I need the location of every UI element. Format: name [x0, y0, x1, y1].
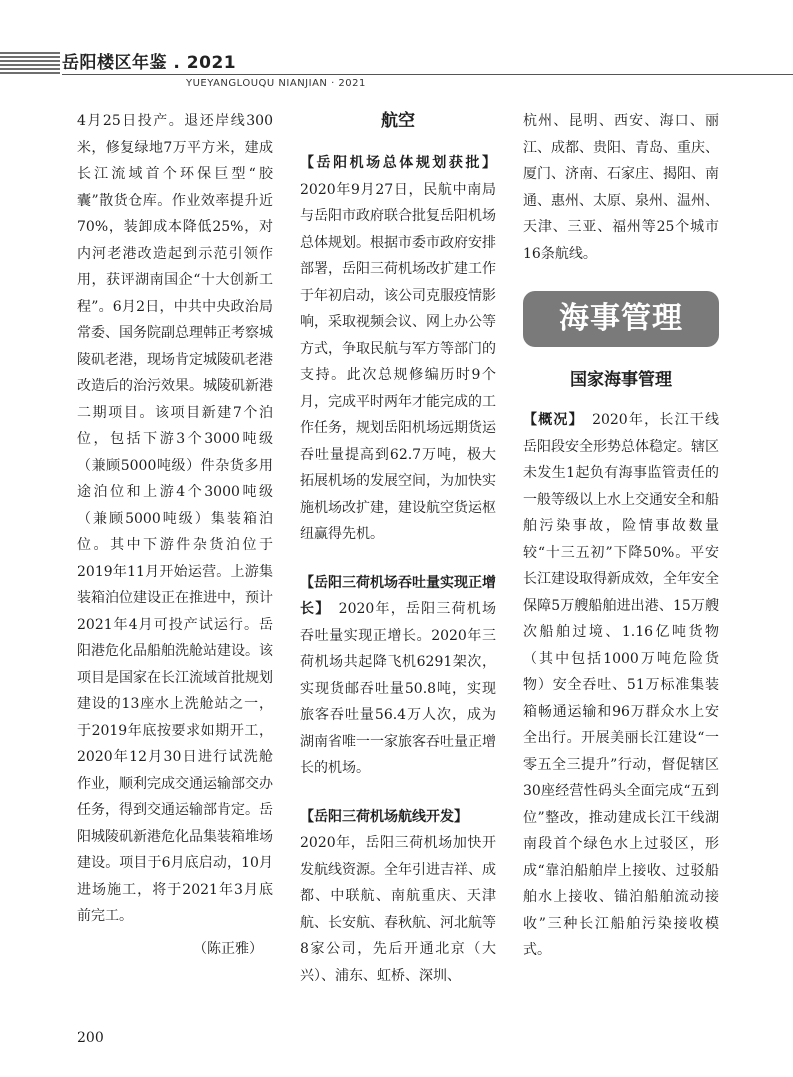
continued-paragraph: 杭州、昆明、西安、海口、丽江、成都、贵阳、青岛、重庆、厦门、济南、石家庄、揭阳、南通、惠州、太原、泉州、温州、天津、三亚、福州等25个城市16条航线。 [523, 113, 719, 262]
running-header-subtitle: YUEYANGLOUQU NIANJIAN · 2021 [186, 78, 366, 89]
page-number: 200 [77, 1030, 104, 1046]
entry-overview [523, 407, 719, 964]
header-decoration-lines [0, 52, 60, 76]
header-rule [62, 74, 793, 75]
entry-heading: 【概况】 [523, 412, 577, 428]
entry-body: 2020年，长江干线岳阳段安全形势总体稳定。辖区未发生1起负有海事监管责任的一般等级以上水上交通安全和船舶污染事故，险情事故数量较“十三五初”下降50%。平安长江建设取得新成效，全年安全保障5万艘船舶进出港、15万艘次船舶过境、1.16亿吨货物（其中包括1000万吨危险货物）安全吞吐、51万标准集装箱畅通运输和96万群众水上安全出行。开展美丽长江建设“一零五全三提升”行动，督促辖区30座经营性码头全面完成“五到位”整改，推动建成长江干线湖南段首个绿色水上过驳区，形成“靠泊船舶岸上接收、过驳船舶水上接收、锚泊船舶流动接收”三种长江船舶污染接收模式。 [523, 412, 719, 958]
text-column-3 [523, 108, 719, 964]
entry-airport-plan [300, 150, 496, 548]
entry-heading: 【岳阳三荷机场航线开发】 [300, 808, 468, 825]
subsection-title: 国家海事管理 [570, 370, 672, 390]
author-credit: （陈正雅） [193, 940, 263, 957]
entry-heading: 【岳阳三荷机场吞吐量实现正增长】 [300, 574, 496, 617]
running-header-title: 岳阳楼区年鉴 . 2021 [62, 53, 237, 73]
body-paragraph: 4月25日投产。退还岸线300米，修复绿地7万平方米，建成长江流域首个环保巨型“胶囊”散货仓库。作业效率提升近70%，装卸成本降低25%，对内河老港改造起到示范引领作用，获评湖南国企“十大创新工程”。6月2日，中共中央政治局常委、国务院副总理韩正考察城陵矶老港，现场肯定城陵矶老港改造后的治污效果。城陵矶新港二期项目。该项目新建7个泊位，包括下游3个3000吨级（兼顾5000吨级）件杂货多用途泊位和上游4个3000吨级（兼顾5000吨级）集装箱泊位。其中下游件杂货泊位于2019年11月开始运营。上游集装箱泊位建设正在推进中，预计2021年4月可投产试运行。岳阳港危化品船舶洗舱站建设。该项目是国家在长江流域首批规划建设的13座水上洗舱站之一，于2019年底按要求如期开工，2020年12月30日进行试洗舱作业，顺利完成交通运输部交办任务，得到交通运输部肯定。岳阳城陵矶新港危化品集装箱堆场建设。项目于6月底启动，10月进场施工，将于2021年3月底前完工。 [77, 113, 273, 924]
entry-body: 2020年，岳阳三荷机场加快开发航线资源。全年引进吉祥、成都、中联航、南航重庆、天津航、长安航、春秋航、河北航等8家公司，先后开通北京（大兴）、浦东、虹桥、深圳、 [300, 835, 496, 984]
text-column-2 [300, 108, 496, 989]
section-title-aviation: 航空 [381, 111, 415, 131]
entry-body: 2020年，岳阳三荷机场吞吐量实现正增长。2020年三荷机场共起降飞机6291架次，实现货邮吞吐量50.8吨，实现旅客吞吐量56.4万人次，成为湖南省唯一一家旅客吞吐量正增长的机场。 [300, 601, 497, 776]
entry-airport-routes [300, 804, 496, 990]
chapter-banner: 海事管理 [523, 291, 719, 347]
text-column-1 [77, 108, 273, 962]
entry-heading: 【岳阳机场总体规划获批】 [300, 155, 496, 171]
entry-airport-throughput [300, 570, 496, 782]
entry-body: 2020年9月27日，民航中南局与岳阳市政府联合批复岳阳机场总体规划。根据市委市政府安排部署，岳阳三荷机场改扩建工作于年初启动，该公司克服疫情影响，采取视频会议、网上办公等方式，争取民航与军方等部门的支持。此次总规修编历时9个月，完成平时两年才能完成的工作任务，规划岳阳机场远期货运吞吐量提高到62.7万吨，极大拓展机场的发展空间，为加快实施机场改扩建，建设航空货运枢纽赢得先机。 [300, 181, 496, 542]
